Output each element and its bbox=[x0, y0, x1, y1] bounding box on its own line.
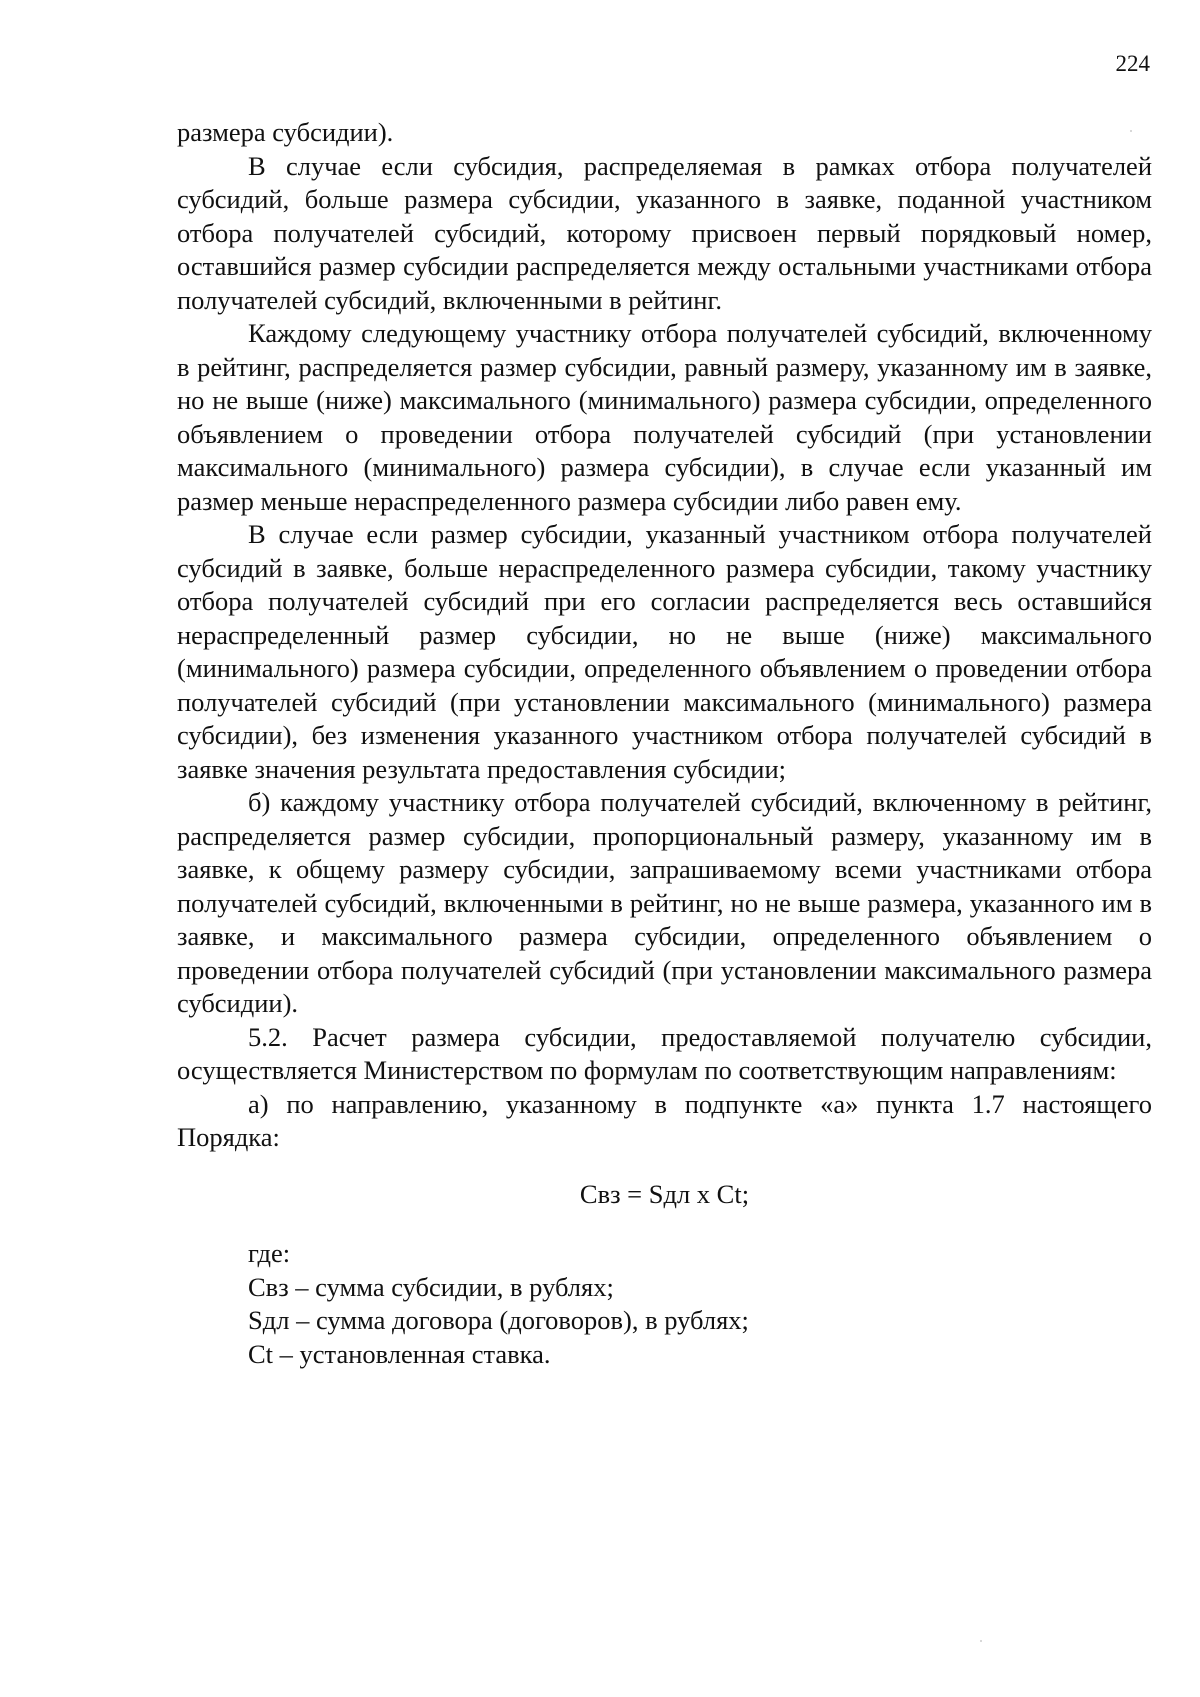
paragraph-exceeding-amount: В случае если размер субсидии, указанный участником отбора получателей субсидий в заявке, больше нераспределенного размера субсидии, такому участнику отбора получателей субсидий при его согласии распределяется весь оставшийся нераспределенный размер субсидии, но не выше (ниже) максимального (минимального) размера субсидии, определенного объявлением о проведении отбора получателей субсидий (при установлении максимального (минимального) размера субсидии), без изменения указанного участником отбора получателей субсидий в заявке значения результата предоставления субсидии; bbox=[177, 519, 1152, 784]
scan-speck bbox=[1130, 130, 1132, 132]
page-number: 224 bbox=[1115, 51, 1150, 76]
subsidy-formula: Свз = Sдл х Ct; bbox=[579, 1178, 750, 1209]
paragraph-remaining-subsidy: В случае если субсидия, распределяемая в рамках отбора получателей субсидий, больше размера субсидии, указанного в заявке, поданной участником отбора получателей субсидий, которому присвоен первый порядковый номер, оставшийся размер субсидии распределяется между остальными участниками отбора получателей субсидий, включенными в рейтинг. bbox=[177, 150, 1152, 315]
definition-item: Свз – сумма субсидии, в рублях; bbox=[248, 1271, 614, 1302]
formula-definitions bbox=[177, 1237, 1152, 1371]
definition-item: Sдл – сумма договора (договоров), в рублях; bbox=[248, 1305, 749, 1335]
definition-item: Ct – установленная ставка. bbox=[248, 1338, 551, 1369]
definitions-where-label: где: bbox=[248, 1238, 291, 1268]
paragraph-section-5-2: 5.2. Расчет размера субсидии, предоставляемой получателю субсидии, осуществляется Министерством по формулам по соответствующим направлениям: bbox=[177, 1021, 1152, 1085]
paragraph-next-participant: Каждому следующему участнику отбора получателей субсидий, включенному в рейтинг, распределяется размер субсидии, равный размеру, указанному им в заявке, но не выше (ниже) максимального (минимального) размера субсидии, определенного объявлением о проведении отбора получателей субсидий (при установлении максимального (минимального) размера субсидии), в случае если указанный им размер меньше нераспределенного размера субсидии либо равен ему. bbox=[177, 318, 1152, 516]
paragraph-direction-a: а) по направлению, указанному в подпункте «а» пункта 1.7 настоящего Порядка: bbox=[177, 1088, 1152, 1152]
document-body bbox=[177, 116, 1152, 1371]
paragraph-continuation: размера субсидии). bbox=[177, 117, 394, 147]
paragraph-proportional-distribution: б) каждому участнику отбора получателей субсидий, включенному в рейтинг, распределяется размер субсидии, пропорциональный размеру, указанному им в заявке, к общему размеру субсидии, запрашиваемому всеми участниками отбора получателей субсидий, включенными в рейтинг, но не выше размера, указанного им в заявке, и максимального размера субсидии, определенного объявлением о проведении отбора получателей субсидий (при установлении максимального размера субсидии). bbox=[177, 787, 1152, 1018]
scan-speck bbox=[980, 1640, 982, 1642]
